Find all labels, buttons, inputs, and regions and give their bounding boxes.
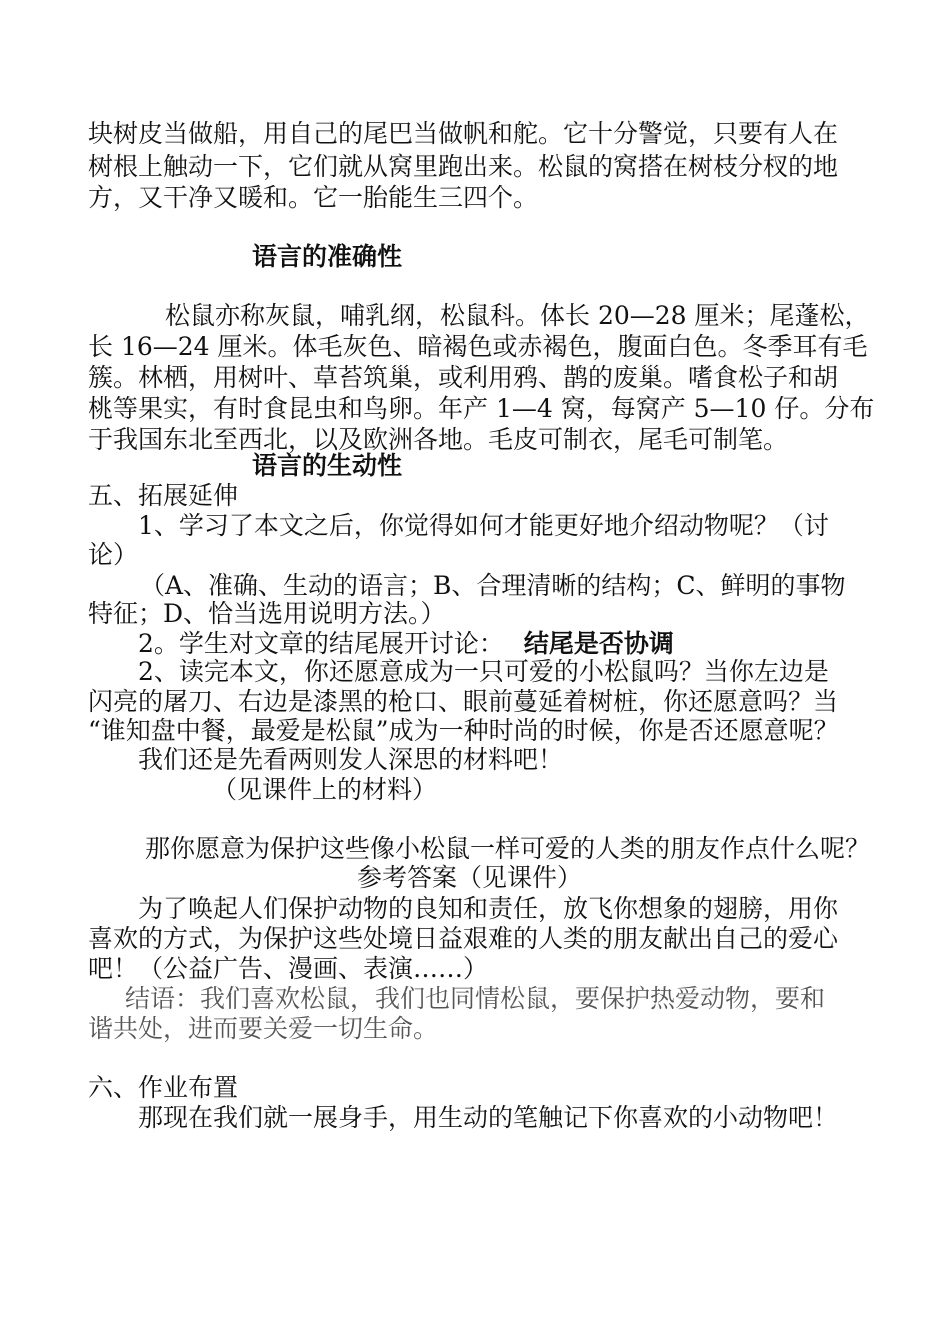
conclusion-line: 谐共处，进而要关爱一切生命。: [88, 1014, 439, 1043]
paragraph-line: 那你愿意为保护这些像小松鼠一样可爱的人类的朋友作点什么呢？: [145, 834, 871, 863]
paragraph-line: 为了唤起人们保护动物的良知和责任，放飞你想象的翅膀，用你: [138, 894, 839, 923]
paragraph-line: 长 16—24 厘米。体毛灰色、暗褐色或赤褐色，腹面白色。冬季耳有毛: [88, 332, 868, 361]
paragraph-line: 闪亮的屠刀、右边是漆黑的枪口、眼前蔓延着树桩，你还愿意吗？当: [88, 687, 839, 716]
section-title: 六、作业布置: [88, 1073, 239, 1102]
paragraph-line: 喜欢的方式，为保护这些处境日益艰难的人类的朋友献出自己的爱心: [88, 924, 839, 953]
paragraph-line: 簇。林栖，用树叶、草苔筑巢，或利用鸦、鹊的废巢。嗜食松子和胡: [88, 363, 839, 392]
paragraph-line: 论）: [88, 540, 139, 569]
paragraph-line: （A、准确、生动的语言；B、合理清晰的结构；C、鲜明的事物: [140, 571, 846, 600]
paragraph-line: 桃等果实，有时食昆虫和鸟卵。年产 1—4 窝，每窝产 5—10 仔。分布: [88, 394, 875, 423]
paragraph-line: 2、读完本文，你还愿意成为一只可爱的小松鼠吗？当你左边是: [138, 657, 829, 686]
paragraph-line: “谁知盘中餐，最爱是松鼠”成为一种时尚的时候，你是否还愿意呢？: [88, 716, 839, 745]
paragraph-line: 1、学习了本文之后，你觉得如何才能更好地介绍动物呢？（讨: [138, 511, 829, 540]
discussion-text: 2。学生对文章的结尾展开讨论：: [138, 629, 504, 658]
paragraph-line: 我们还是先看两则发人深思的材料吧！: [138, 745, 564, 774]
paragraph-line: [138, 628, 674, 659]
discussion-topic: 结尾是否协调: [523, 629, 674, 658]
paragraph-line: 树根上触动一下，它们就从窝里跑出来。松鼠的窝搭在树枝分杈的地: [88, 152, 839, 181]
paragraph-line: 吧！（公益广告、漫画、表演……）: [88, 954, 489, 983]
paragraph-line: 松鼠亦称灰鼠，哺乳纲，松鼠科。体长 20—28 厘米；尾蓬松，: [165, 301, 870, 330]
paragraph-line: 那现在我们就一展身手，用生动的笔触记下你喜欢的小动物吧！: [138, 1103, 839, 1132]
paragraph-line: 参考答案（见课件）: [357, 863, 583, 892]
paragraph-line: 方，又干净又暖和。它一胎能生三四个。: [88, 183, 539, 212]
paragraph-line: （见课件上的材料）: [212, 775, 438, 804]
paragraph-line: 于我国东北至西北，以及欧洲各地。毛皮可制衣，尾毛可制笔。: [88, 425, 789, 454]
paragraph-line: 块树皮当做船，用自己的尾巴当做帆和舵。它十分警觉，只要有人在: [88, 119, 839, 148]
heading-vividness: 语言的生动性: [252, 451, 403, 480]
paragraph-line: 特征；D、恰当选用说明方法。）: [88, 599, 446, 628]
heading-accuracy: 语言的准确性: [252, 242, 403, 271]
conclusion-line: 结语：我们喜欢松鼠，我们也同情松鼠，要保护热爱动物，要和: [125, 984, 826, 1013]
section-title: 五、拓展延伸: [88, 481, 239, 510]
